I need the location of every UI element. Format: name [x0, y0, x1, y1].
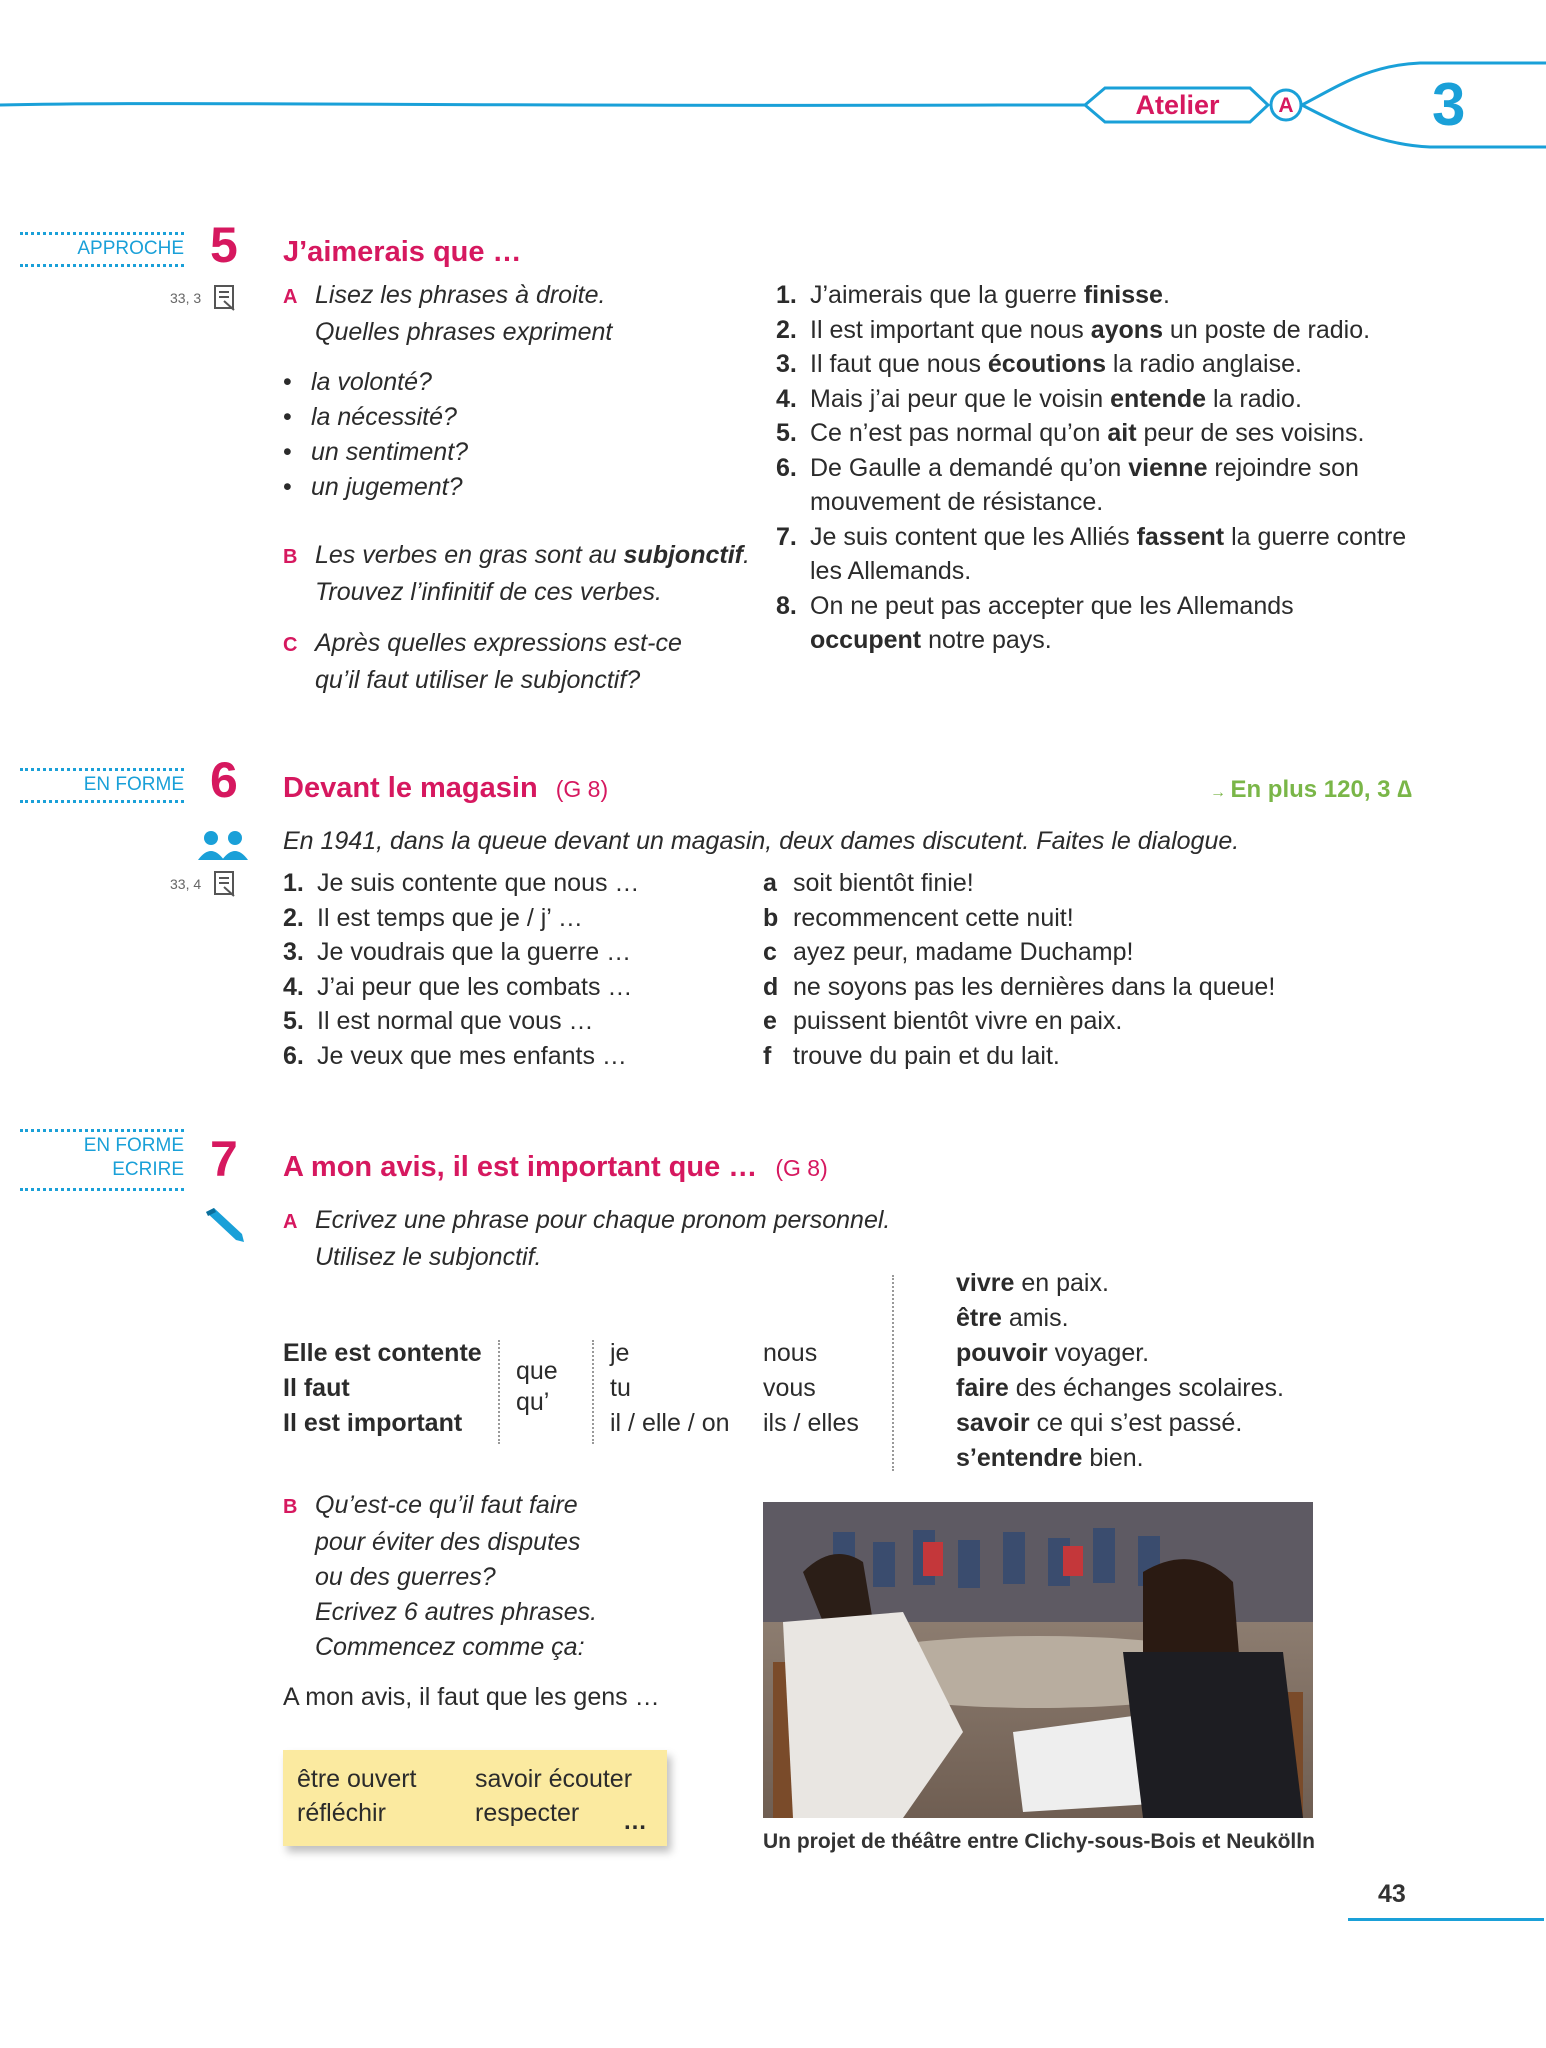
- atelier-letter: A: [1278, 94, 1294, 117]
- list-item: 2. Il est important que nous ayons un poste de radio.: [776, 315, 1371, 344]
- ex7-conjunction: que qu’: [516, 1357, 558, 1416]
- pair-work-icon: [196, 828, 250, 864]
- ex5-part-b: B Les verbes en gras sont au subjonctif. Trouvez l’infinitif de ces verbes.: [283, 541, 750, 606]
- ex6-title: Devant le magasin (G 8): [283, 772, 609, 804]
- workbook-icon: [212, 283, 238, 313]
- list-item: c ayez peur, madame Duchamp!: [763, 938, 1134, 966]
- ex6-ref: 33, 4: [170, 876, 202, 892]
- ex5-sentences: [776, 278, 1436, 658]
- pencil-icon: [202, 1206, 248, 1246]
- ex7-part-b: B Qu’est-ce qu’il faut faire pour éviter des disputes ou des guerres? Ecrivez 6 autres phrases. Commencez comme ça:: [283, 1491, 598, 1661]
- list-item: 4. J’ai peur que les combats …: [283, 972, 633, 1001]
- list-item: f trouve du pain et du lait.: [763, 1041, 1060, 1070]
- list-item: • un sentiment?: [283, 435, 468, 470]
- list-item: 5. Ce n’est pas normal qu’on ait peur de ses voisins.: [776, 419, 1365, 447]
- ex6-instruction: En 1941, dans la queue devant un magasin, deux dames discutent. Faites le dialogue.: [283, 827, 1240, 855]
- atelier-label: Atelier: [1135, 90, 1220, 120]
- list-item: 3. Il faut que nous écoutions la radio anglaise.: [776, 350, 1302, 378]
- list-item: 2. Il est temps que je / j’ …: [283, 903, 583, 932]
- footer-rule: [1348, 1918, 1544, 1921]
- list-item: 3. Je voudrais que la guerre …: [283, 938, 632, 966]
- list-item: a soit bientôt finie!: [763, 869, 974, 897]
- ex5-part-a: A Lisez les phrases à droite. Quelles phrases expriment: [283, 281, 613, 346]
- ex7-tag-2: ECRIRE: [112, 1159, 184, 1180]
- list-item: • un jugement?: [283, 470, 468, 505]
- list-item: d ne soyons pas les dernières dans la queue!: [763, 972, 1276, 1001]
- list-item: 6. De Gaulle a demandé qu’on vienne rejoindre son mouvement de résistance.: [776, 453, 1359, 516]
- ex5-tag: APPROCHE: [77, 238, 184, 259]
- word-box: être ouvert savoir écouter réfléchir respecter …: [283, 1750, 667, 1846]
- ex5-part-c: C Après quelles expressions est-ce qu’il faut utiliser le subjonctif?: [283, 629, 682, 694]
- header-banner: [0, 55, 1546, 155]
- ex7-pronouns-singular: je tu il / elle / on: [610, 1339, 730, 1437]
- ex7-number: 7: [210, 1131, 238, 1187]
- list-item: 1. Je suis contente que nous …: [283, 869, 640, 897]
- ex6-tag: EN FORME: [83, 774, 184, 795]
- list-item: 1. J’aimerais que la guerre finisse.: [776, 281, 1170, 309]
- ex5-bullets: [283, 365, 468, 505]
- workbook-icon: [212, 869, 238, 899]
- ex7-part-a: A Ecrivez une phrase pour chaque pronom personnel. Utilisez le subjonctif.: [283, 1206, 891, 1271]
- list-item: 7. Je suis content que les Alliés fassent la guerre contre les Allemands.: [776, 522, 1407, 585]
- list-item: 4. Mais j’ai peur que le voisin entende la radio.: [776, 384, 1302, 413]
- ex5-title: J’aimerais que …: [283, 236, 522, 268]
- ex7-example-sentence: A mon avis, il faut que les gens …: [283, 1683, 660, 1711]
- ex5-ref: 33, 3: [170, 290, 202, 306]
- ex6-right-list: [763, 866, 1423, 1073]
- list-item: 6. Je veux que mes enfants …: [283, 1041, 627, 1070]
- ex7-title: A mon avis, il est important que … (G 8): [283, 1151, 828, 1183]
- ex6-left-list: [283, 866, 743, 1073]
- ex7-endings: vivre en paix. être amis. pouvoir voyager. faire des échanges scolaires. savoir ce qui s’est passé. s’entendre bien.: [956, 1269, 1284, 1472]
- list-item: b recommencent cette nuit!: [763, 903, 1074, 932]
- ex6-extra-ref: → En plus 120, 3 ∆: [1210, 776, 1412, 803]
- unit-number: 3: [1432, 71, 1466, 138]
- list-item: 5. Il est normal que vous …: [283, 1007, 594, 1035]
- ex7-tag-1: EN FORME: [83, 1135, 184, 1156]
- list-item: • la volonté?: [283, 365, 468, 400]
- page-number: 43: [1378, 1880, 1406, 1908]
- list-item: 8. On ne peut pas accepter que les Allemands occupent notre pays.: [776, 591, 1294, 654]
- theatre-photo: [763, 1502, 1313, 1818]
- list-item: • la nécessité?: [283, 400, 468, 435]
- photo-caption: Un projet de théâtre entre Clichy-sous-Bois et Neukölln: [763, 1830, 1315, 1853]
- ex6-number: 6: [210, 752, 238, 808]
- ex5-number: 5: [210, 217, 238, 273]
- ex7-starters: Elle est contente Il faut Il est important: [283, 1339, 482, 1437]
- list-item: e puissent bientôt vivre en paix.: [763, 1007, 1123, 1035]
- ex7-pronouns-plural: nous vous ils / elles: [763, 1339, 859, 1437]
